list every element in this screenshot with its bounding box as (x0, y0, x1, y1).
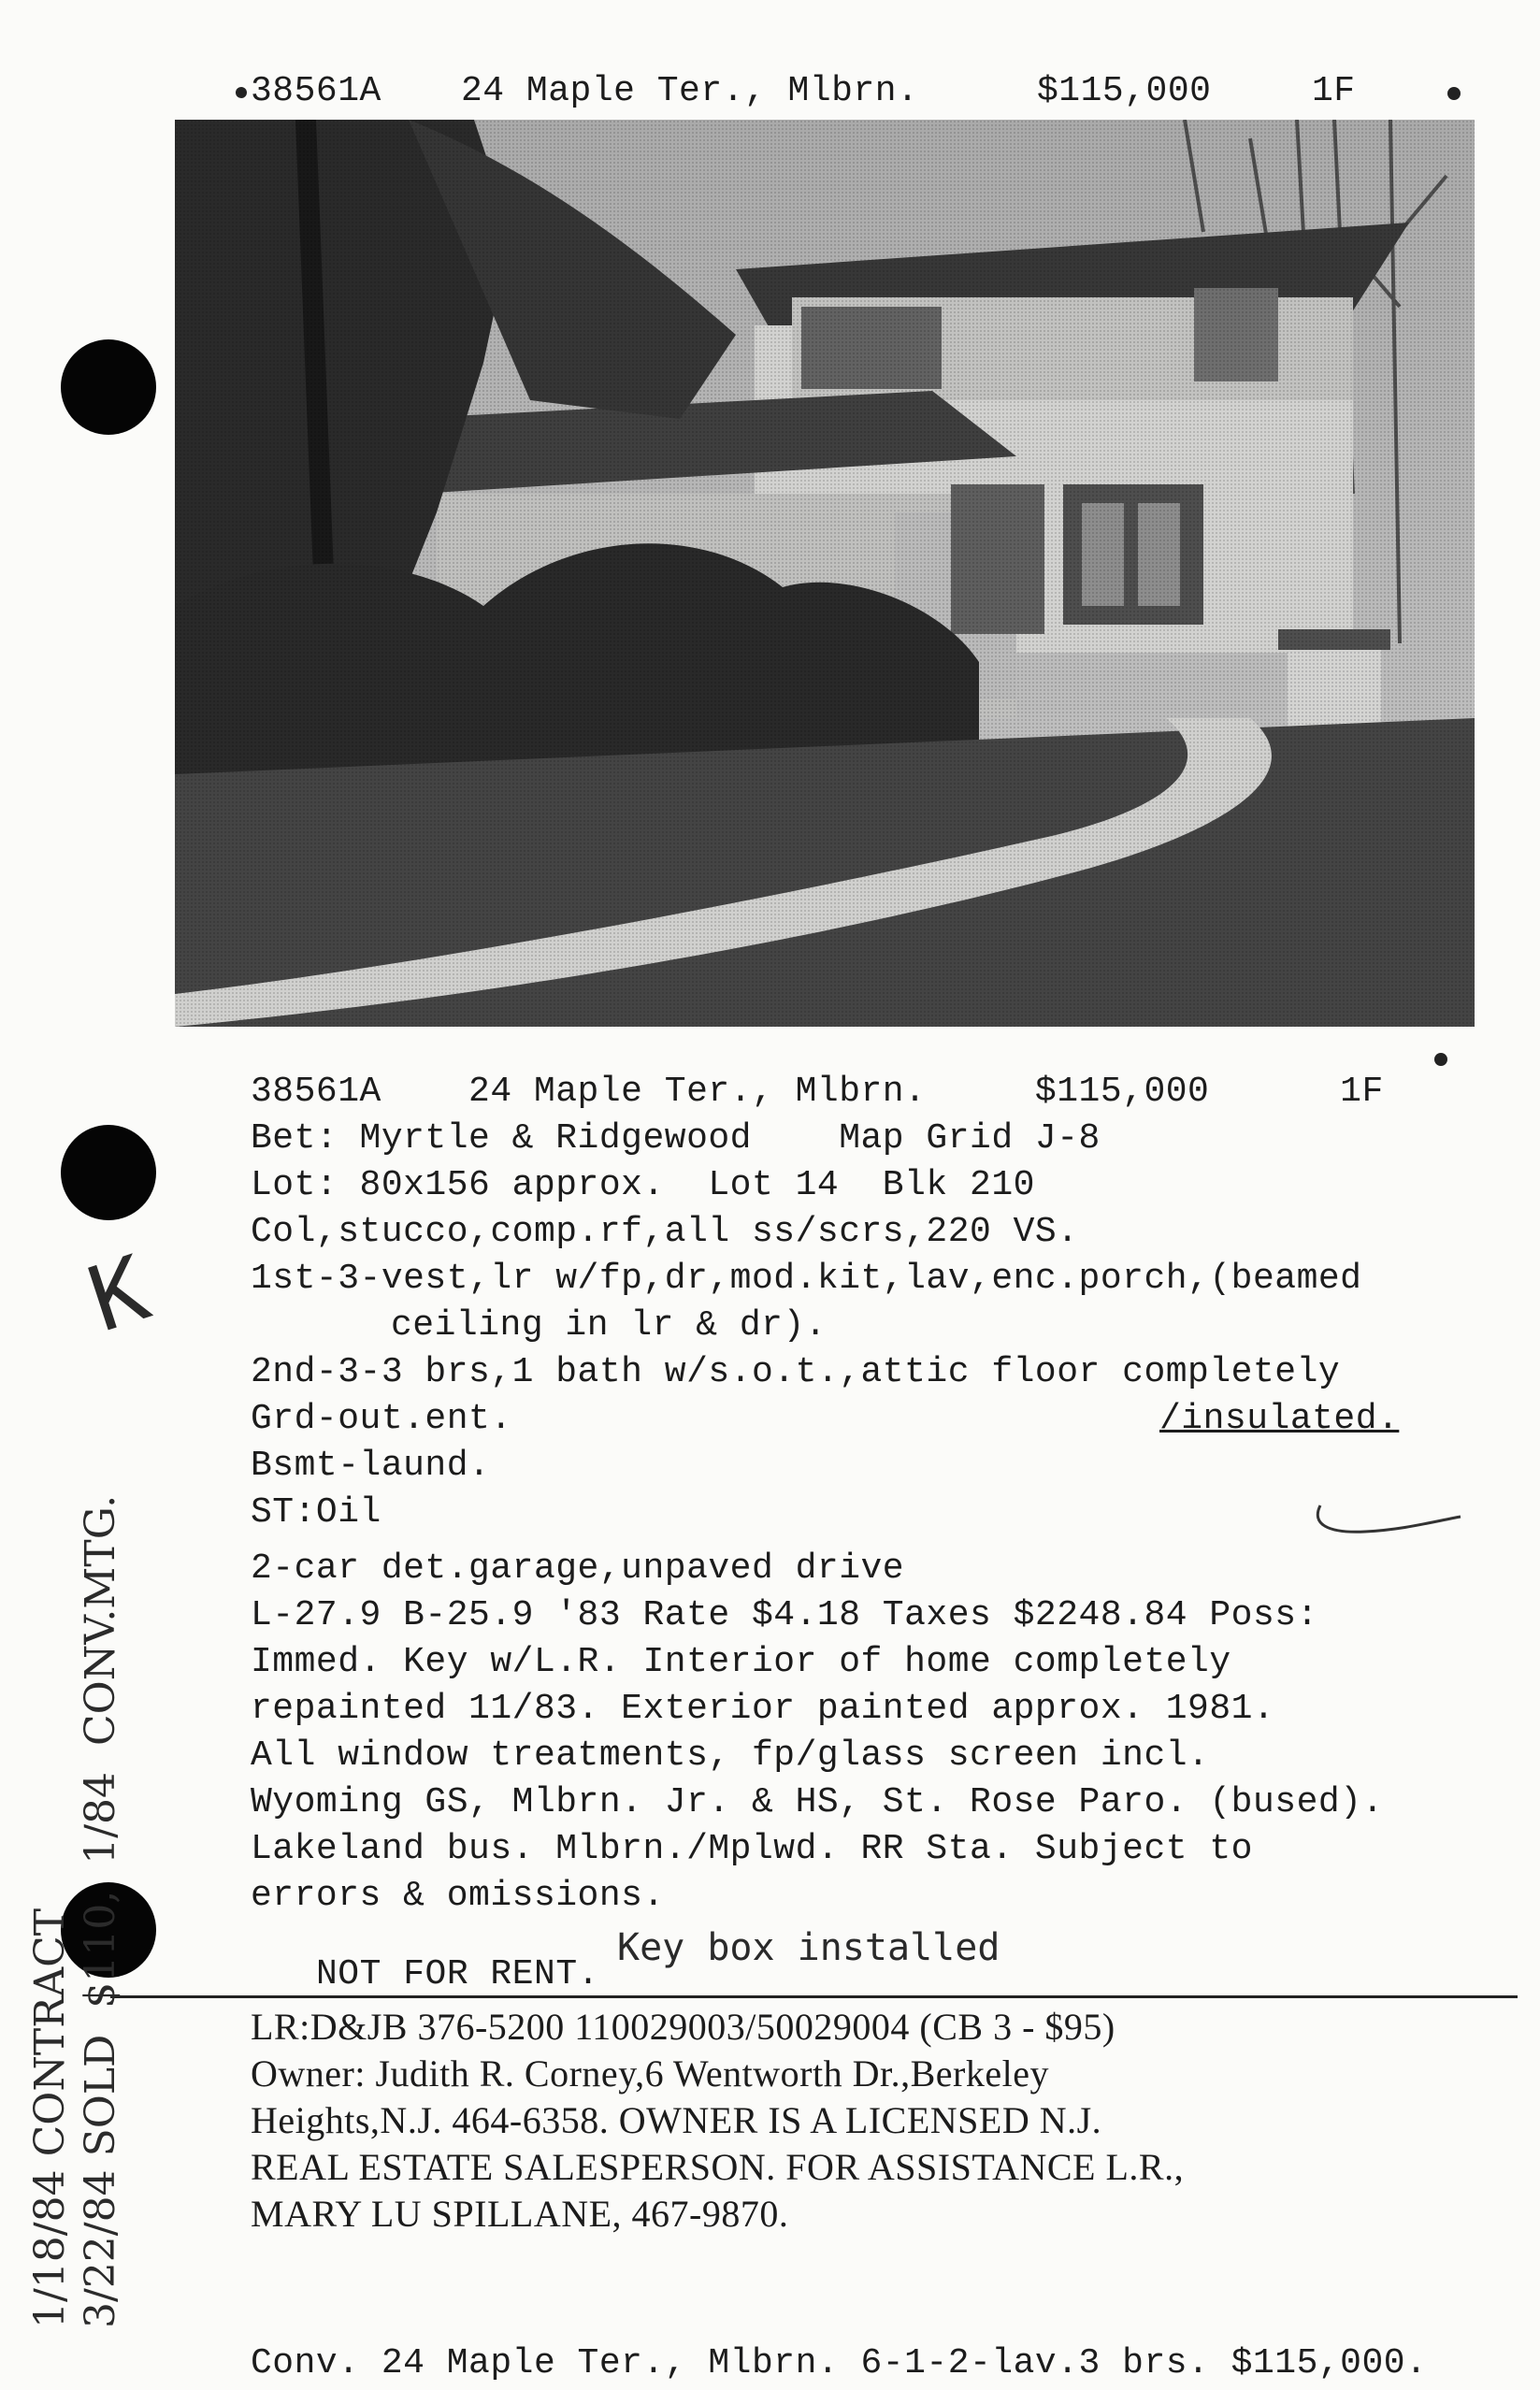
owner-line-3: Heights,N.J. 464-6358. OWNER IS A LICENSED N.J. (251, 2099, 1102, 2141)
binder-hole-middle (61, 1125, 156, 1220)
margin-note-k: K (77, 1235, 161, 1353)
listing-line-3: Lot: 80x156 approx. Lot 14 Blk 210 (251, 1165, 1035, 1205)
listing-line-12: L-27.9 B-25.9 '83 Rate $4.18 Taxes $2248.84 Poss: (251, 1595, 1318, 1635)
listing-line-10: ST:Oil (251, 1492, 381, 1533)
margin-note-sold: 3/22/84 SOLD $110, 1/84 CONV.MTG. (77, 1494, 124, 2328)
header-mls-number: 38561A (251, 71, 381, 111)
owner-line-5: MARY LU SPILLANE, 467-9870. (251, 2193, 789, 2235)
listing-line-16: Wyoming GS, Mlbrn. Jr. & HS, St. Rose Paro. (bused). (251, 1782, 1384, 1822)
header-type: 1F (1312, 71, 1356, 111)
listing-line-7: 2nd-3-3 brs,1 bath w/s.o.t.,attic floor completely (251, 1352, 1341, 1392)
not-for-rent: NOT FOR RENT. (316, 1954, 599, 1994)
listing-line-17: Lakeland bus. Mlbrn./Mplwd. RR Sta. Subject to (251, 1829, 1253, 1869)
corner-dot (1447, 87, 1461, 100)
owner-line-1: LR:D&JB 376-5200 110029003/50029004 (CB 3 - $95) (251, 2006, 1115, 2048)
header-price: $115,000 (1037, 71, 1212, 111)
listing-line-4: Col,stucco,comp.rf,all ss/scrs,220 VS. (251, 1212, 1079, 1252)
listing-line-15: All window treatments, fp/glass screen incl. (251, 1735, 1210, 1776)
margin-note-contract: 1/18/84 CONTRACT (26, 1908, 74, 2328)
listing-line-9: Bsmt-laund. (251, 1446, 491, 1486)
corner-dot (236, 87, 247, 98)
owner-line-2: Owner: Judith R. Corney,6 Wentworth Dr.,Berkeley (251, 2052, 1049, 2095)
listing-line-18: errors & omissions. (251, 1876, 665, 1916)
section-divider (110, 1995, 1518, 1998)
listing-line-2: Bet: Myrtle & Ridgewood Map Grid J-8 (251, 1118, 1101, 1159)
listing-line-8a: Grd-out.ent. (251, 1399, 512, 1439)
listing-line-8b: /insulated. (1159, 1399, 1400, 1439)
header-address: 24 Maple Ter., Mlbrn. (461, 71, 919, 111)
listing-line-13: Immed. Key w/L.R. Interior of home completely (251, 1642, 1231, 1682)
listing-line-14: repainted 11/83. Exterior painted approx. 1981. (251, 1689, 1275, 1729)
listing-line-5: 1st-3-vest,lr w/fp,dr,mod.kit,lav,enc.porch,(beamed (251, 1259, 1362, 1299)
house-photo (175, 120, 1475, 1027)
corner-dot (1434, 1053, 1447, 1066)
footer-summary: Conv. 24 Maple Ter., Mlbrn. 6-1-2-lav.3 brs. $115,000. (251, 2343, 1428, 2383)
listing-line-6: ceiling in lr & dr). (391, 1305, 828, 1346)
listing-line-1: 38561A 24 Maple Ter., Mlbrn. $115,000 1F (251, 1072, 1384, 1112)
check-mark-icon (1309, 1496, 1468, 1543)
key-box-note: Key box installed (617, 1926, 1000, 1969)
listing-line-11: 2-car det.garage,unpaved drive (251, 1548, 905, 1589)
binder-hole-top (61, 339, 156, 435)
owner-line-4: REAL ESTATE SALESPERSON. FOR ASSISTANCE L.R., (251, 2146, 1185, 2188)
